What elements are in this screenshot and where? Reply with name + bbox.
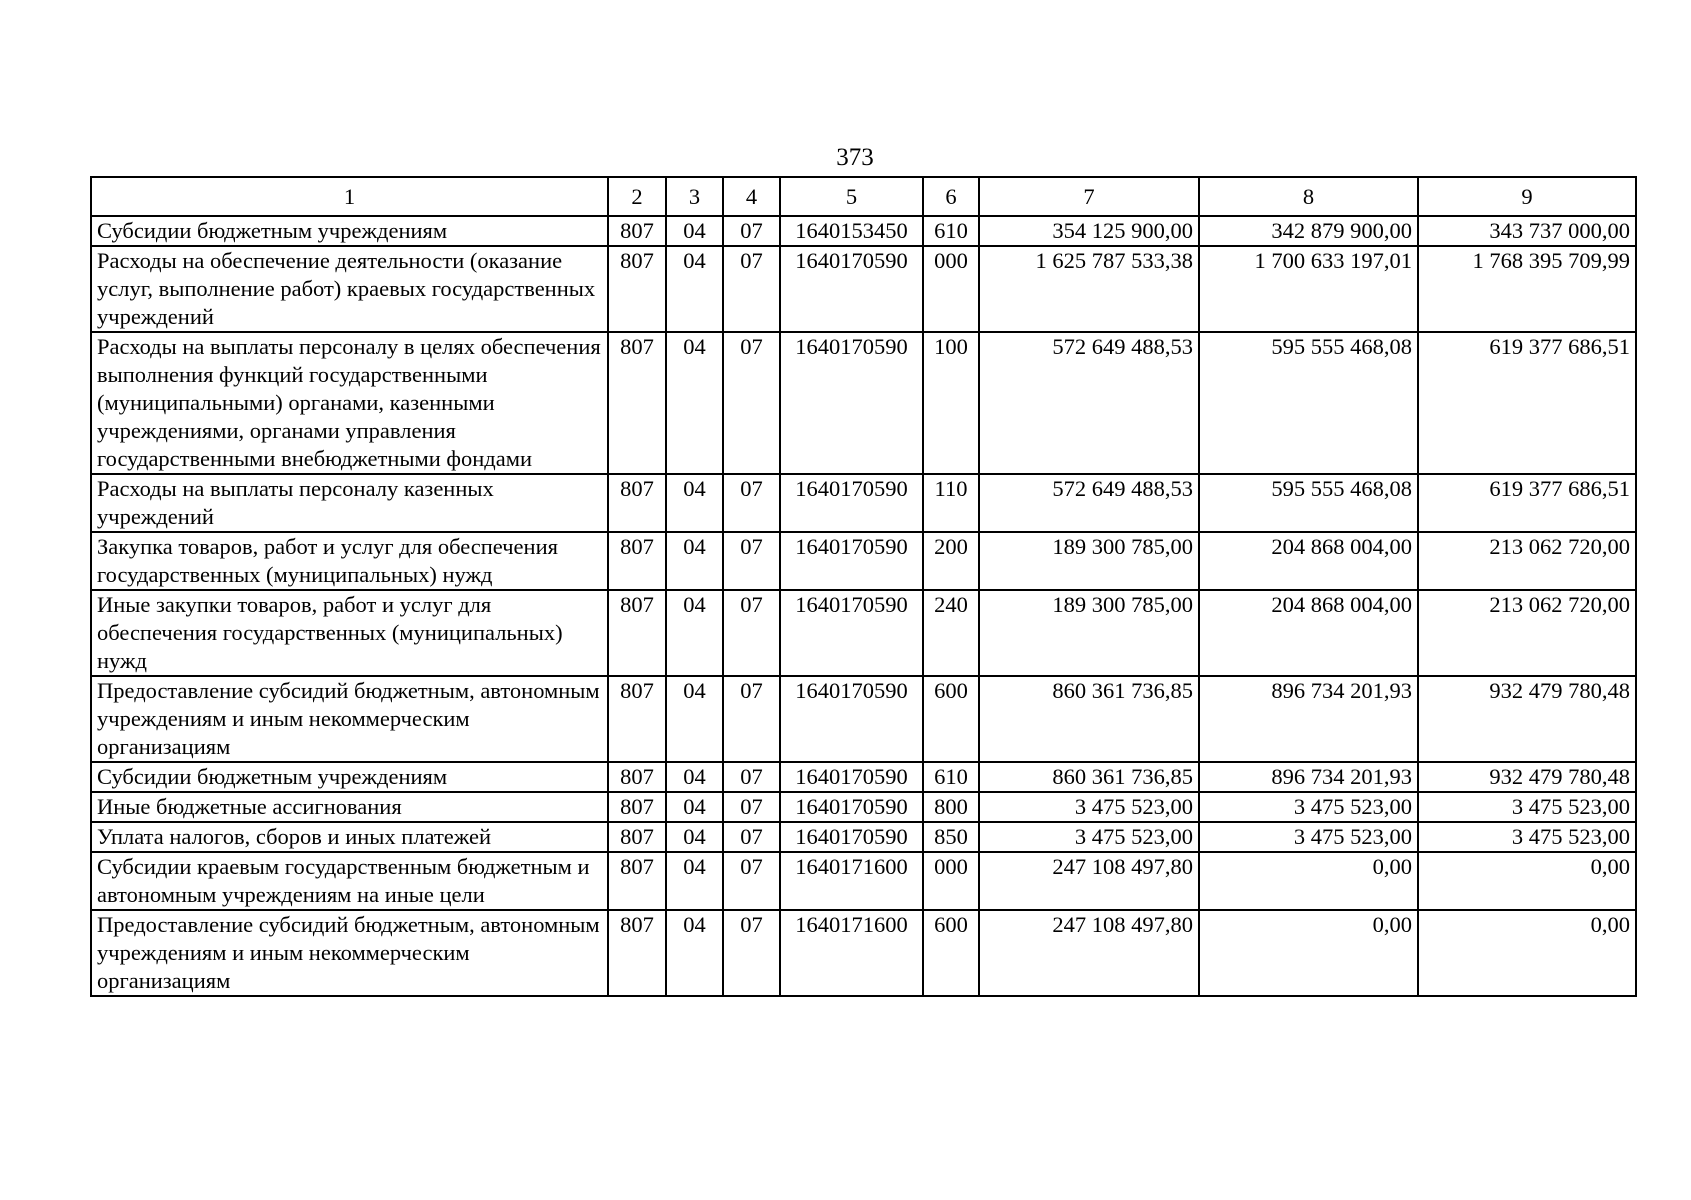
row-code-5: 1640170590	[780, 822, 923, 852]
row-code-4: 07	[723, 216, 780, 246]
row-code-3: 04	[666, 792, 723, 822]
row-value-7: 3 475 523,00	[979, 822, 1199, 852]
row-value-8: 896 734 201,93	[1199, 676, 1418, 762]
table-row	[91, 852, 1636, 910]
row-value-9: 0,00	[1418, 910, 1636, 996]
row-code-4: 07	[723, 792, 780, 822]
column-header-1: 1	[91, 177, 608, 216]
row-name: Расходы на обеспечение деятельности (оказание услуг, выполнение работ) краевых государственных учреждений	[91, 246, 608, 332]
column-header-6: 6	[923, 177, 979, 216]
row-code-4: 07	[723, 762, 780, 792]
table-row	[91, 792, 1636, 822]
row-code-4: 07	[723, 474, 780, 532]
row-code-6: 850	[923, 822, 979, 852]
row-code-5: 1640170590	[780, 532, 923, 590]
row-name: Предоставление субсидий бюджетным, автономным учреждениям и иным некоммерческим организациям	[91, 910, 608, 996]
row-code-2: 807	[608, 852, 666, 910]
row-code-6: 100	[923, 332, 979, 474]
row-code-3: 04	[666, 590, 723, 676]
row-value-9: 932 479 780,48	[1418, 762, 1636, 792]
row-code-6: 610	[923, 762, 979, 792]
row-value-9: 3 475 523,00	[1418, 792, 1636, 822]
row-value-8: 1 700 633 197,01	[1199, 246, 1418, 332]
row-code-5: 1640170590	[780, 590, 923, 676]
row-value-9: 213 062 720,00	[1418, 532, 1636, 590]
row-name: Уплата налогов, сборов и иных платежей	[91, 822, 608, 852]
row-code-2: 807	[608, 590, 666, 676]
row-value-7: 572 649 488,53	[979, 332, 1199, 474]
row-code-5: 1640170590	[780, 762, 923, 792]
row-name: Иные бюджетные ассигнования	[91, 792, 608, 822]
row-code-4: 07	[723, 852, 780, 910]
header-row	[91, 177, 1636, 216]
table-body	[91, 216, 1636, 996]
table-header	[91, 177, 1636, 216]
column-header-4: 4	[723, 177, 780, 216]
row-code-4: 07	[723, 332, 780, 474]
row-name: Субсидии бюджетным учреждениям	[91, 762, 608, 792]
row-value-9: 932 479 780,48	[1418, 676, 1636, 762]
table-row	[91, 474, 1636, 532]
row-value-8: 896 734 201,93	[1199, 762, 1418, 792]
column-header-8: 8	[1199, 177, 1418, 216]
row-code-4: 07	[723, 676, 780, 762]
table-row	[91, 910, 1636, 996]
row-code-2: 807	[608, 246, 666, 332]
row-code-4: 07	[723, 822, 780, 852]
row-code-4: 07	[723, 590, 780, 676]
row-value-7: 189 300 785,00	[979, 590, 1199, 676]
row-name: Субсидии краевым государственным бюджетным и автономным учреждениям на иные цели	[91, 852, 608, 910]
row-name: Закупка товаров, работ и услуг для обеспечения государственных (муниципальных) нужд	[91, 532, 608, 590]
row-code-6: 000	[923, 852, 979, 910]
row-code-2: 807	[608, 474, 666, 532]
row-value-9: 3 475 523,00	[1418, 822, 1636, 852]
row-value-7: 3 475 523,00	[979, 792, 1199, 822]
table-row	[91, 676, 1636, 762]
row-code-5: 1640171600	[780, 910, 923, 996]
row-code-2: 807	[608, 676, 666, 762]
row-code-2: 807	[608, 532, 666, 590]
row-value-7: 860 361 736,85	[979, 676, 1199, 762]
row-name: Предоставление субсидий бюджетным, автономным учреждениям и иным некоммерческим организациям	[91, 676, 608, 762]
row-value-7: 247 108 497,80	[979, 910, 1199, 996]
row-code-3: 04	[666, 332, 723, 474]
budget-table	[90, 176, 1637, 997]
page-number: 373	[836, 144, 874, 171]
row-value-7: 860 361 736,85	[979, 762, 1199, 792]
table-row	[91, 216, 1636, 246]
row-value-8: 0,00	[1199, 910, 1418, 996]
table-row	[91, 532, 1636, 590]
row-code-2: 807	[608, 910, 666, 996]
row-code-6: 200	[923, 532, 979, 590]
row-code-2: 807	[608, 332, 666, 474]
row-code-5: 1640170590	[780, 792, 923, 822]
row-code-5: 1640171600	[780, 852, 923, 910]
row-code-4: 07	[723, 246, 780, 332]
column-header-7: 7	[979, 177, 1199, 216]
row-value-8: 204 868 004,00	[1199, 590, 1418, 676]
row-code-6: 000	[923, 246, 979, 332]
row-code-6: 600	[923, 910, 979, 996]
row-code-2: 807	[608, 762, 666, 792]
column-header-9: 9	[1418, 177, 1636, 216]
row-value-9: 0,00	[1418, 852, 1636, 910]
row-name: Субсидии бюджетным учреждениям	[91, 216, 608, 246]
row-code-3: 04	[666, 822, 723, 852]
row-value-8: 342 879 900,00	[1199, 216, 1418, 246]
table-row	[91, 762, 1636, 792]
row-code-6: 240	[923, 590, 979, 676]
row-code-3: 04	[666, 532, 723, 590]
row-code-6: 600	[923, 676, 979, 762]
row-code-6: 110	[923, 474, 979, 532]
row-code-5: 1640170590	[780, 474, 923, 532]
row-value-7: 247 108 497,80	[979, 852, 1199, 910]
row-value-8: 595 555 468,08	[1199, 332, 1418, 474]
row-code-4: 07	[723, 532, 780, 590]
row-code-2: 807	[608, 792, 666, 822]
table-row	[91, 822, 1636, 852]
row-value-9: 213 062 720,00	[1418, 590, 1636, 676]
row-code-5: 1640153450	[780, 216, 923, 246]
row-code-3: 04	[666, 852, 723, 910]
row-code-5: 1640170590	[780, 246, 923, 332]
row-value-8: 3 475 523,00	[1199, 822, 1418, 852]
table-row	[91, 332, 1636, 474]
row-value-7: 354 125 900,00	[979, 216, 1199, 246]
row-code-3: 04	[666, 216, 723, 246]
row-code-5: 1640170590	[780, 332, 923, 474]
row-code-3: 04	[666, 474, 723, 532]
column-header-5: 5	[780, 177, 923, 216]
row-name: Расходы на выплаты персоналу казенных учреждений	[91, 474, 608, 532]
row-value-8: 0,00	[1199, 852, 1418, 910]
column-header-2: 2	[608, 177, 666, 216]
row-value-8: 595 555 468,08	[1199, 474, 1418, 532]
row-code-3: 04	[666, 676, 723, 762]
row-code-3: 04	[666, 246, 723, 332]
row-code-6: 610	[923, 216, 979, 246]
row-code-3: 04	[666, 762, 723, 792]
row-code-5: 1640170590	[780, 676, 923, 762]
row-code-2: 807	[608, 822, 666, 852]
row-code-2: 807	[608, 216, 666, 246]
row-name: Расходы на выплаты персоналу в целях обеспечения выполнения функций государственными (муниципальными) органами, казенными учреждениями, органами управления государственными внебюджетными фондами	[91, 332, 608, 474]
row-value-7: 189 300 785,00	[979, 532, 1199, 590]
row-value-7: 1 625 787 533,38	[979, 246, 1199, 332]
row-value-9: 1 768 395 709,99	[1418, 246, 1636, 332]
row-value-8: 3 475 523,00	[1199, 792, 1418, 822]
row-code-4: 07	[723, 910, 780, 996]
row-value-7: 572 649 488,53	[979, 474, 1199, 532]
row-code-6: 800	[923, 792, 979, 822]
row-value-8: 204 868 004,00	[1199, 532, 1418, 590]
row-value-9: 619 377 686,51	[1418, 332, 1636, 474]
row-value-9: 343 737 000,00	[1418, 216, 1636, 246]
row-code-3: 04	[666, 910, 723, 996]
row-value-9: 619 377 686,51	[1418, 474, 1636, 532]
row-name: Иные закупки товаров, работ и услуг для обеспечения государственных (муниципальных) нужд	[91, 590, 608, 676]
table-row	[91, 590, 1636, 676]
column-header-3: 3	[666, 177, 723, 216]
table-row	[91, 246, 1636, 332]
